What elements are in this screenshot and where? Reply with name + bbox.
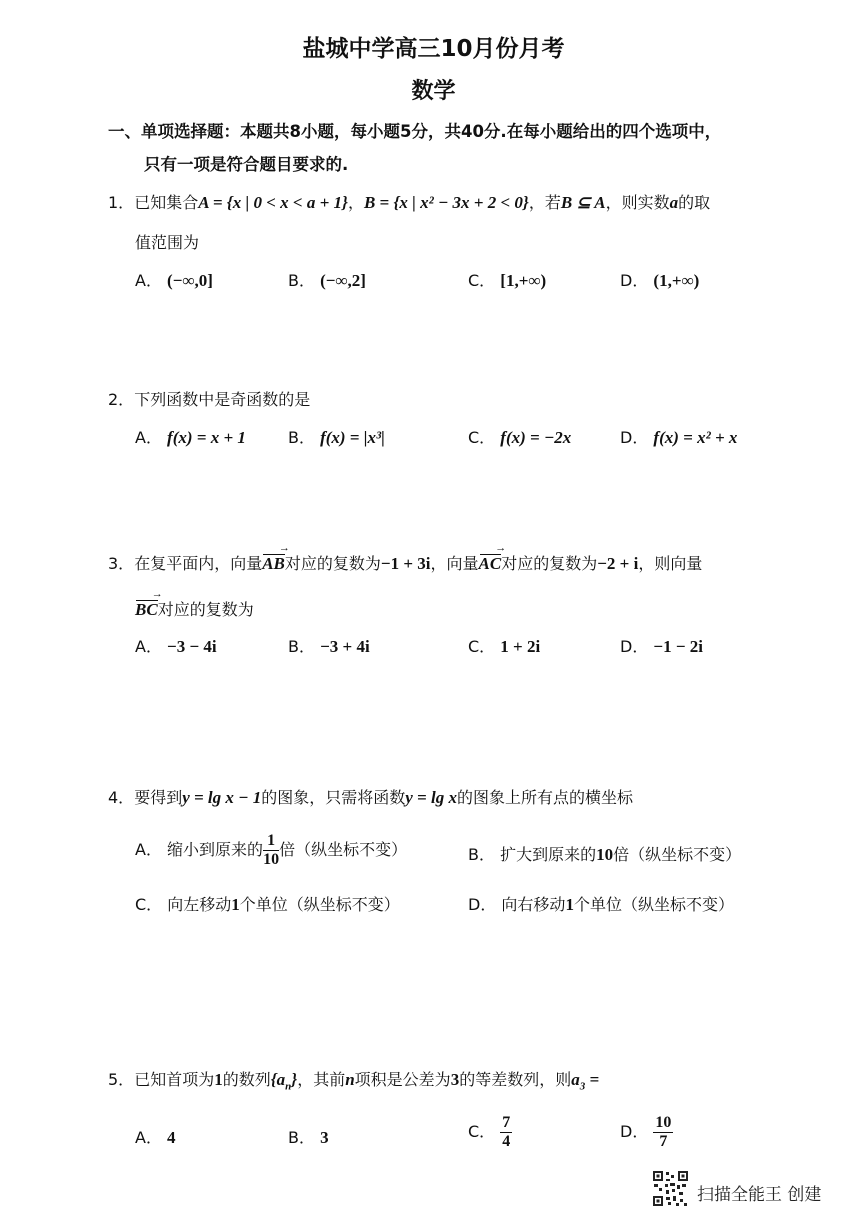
fraction — [263, 832, 279, 869]
q4-option-b[interactable] — [468, 842, 741, 865]
variable-n: n — [345, 1070, 355, 1089]
q3-text-4: 对应的复数为 — [501, 554, 598, 573]
option-text: 个单位（纵坐标不变） — [239, 895, 400, 914]
q4-text-2: 的图象，只需将函数 — [261, 788, 406, 807]
q4-option-a[interactable] — [135, 832, 407, 869]
qr-code-icon — [652, 1170, 689, 1207]
q1-text-4: 的取 — [678, 193, 711, 212]
question-2-stem — [108, 387, 310, 410]
first-term-value: 1 — [214, 1070, 223, 1089]
q2-option-d[interactable] — [620, 425, 737, 448]
q1-option-c[interactable] — [468, 268, 546, 291]
question-3-stem-line2 — [135, 597, 254, 620]
variable-a: a — [669, 193, 679, 212]
option-label: A． — [135, 1128, 162, 1147]
option-value: f(x) = x² + x — [653, 428, 738, 447]
option-value: f(x) = −2x — [500, 428, 572, 447]
option-text: 倍（纵坐标不变） — [613, 845, 742, 864]
equals-sign: = — [585, 1070, 600, 1089]
fraction-numerator: 10 — [655, 1114, 672, 1131]
set-a-formula: A = {x | 0 < x < a + 1} — [198, 193, 348, 212]
sequence-subscript: n — [285, 1080, 292, 1093]
option-label: B． — [288, 271, 315, 290]
option-label: B． — [468, 845, 495, 864]
q1-sep: ， — [347, 193, 364, 212]
option-label: D． — [468, 895, 497, 914]
section-heading-line1: 一、单项选择题：本题共8小题，每小题5分，共40分.在每小题给出的四个选项中， — [108, 122, 722, 141]
question-4-stem — [108, 785, 633, 808]
q3-text-6: 对应的复数为 — [157, 600, 254, 619]
q5-option-a[interactable] — [135, 1125, 176, 1148]
option-label: A． — [135, 637, 162, 656]
option-label: A． — [135, 840, 162, 859]
question-3-stem — [108, 551, 702, 574]
q5-option-c[interactable] — [468, 1114, 512, 1151]
q3-option-a[interactable] — [135, 634, 217, 657]
term-subscript: 3 — [579, 1080, 586, 1093]
option-text: 个单位（纵坐标不变） — [573, 895, 734, 914]
q2-text: 下列函数中是奇函数的是 — [134, 390, 311, 409]
option-value: (−∞,0] — [167, 271, 213, 290]
q5-text-4: 项积是公差为 — [354, 1070, 451, 1089]
q5-text-5: 的等差数列，则 — [459, 1070, 572, 1089]
q5-text-1: 已知首项为 — [134, 1070, 215, 1089]
option-label: D． — [620, 1122, 649, 1141]
question-number: 5． — [108, 1070, 135, 1089]
option-text: 倍（纵坐标不变） — [279, 840, 408, 859]
q1-option-b[interactable] — [288, 268, 366, 291]
subset-condition: B ⊆ A — [560, 193, 606, 212]
page-title: 盐城中学高三10月份月考 — [302, 36, 565, 62]
question-number: 4． — [108, 788, 135, 807]
option-text: 向左移动 — [167, 895, 232, 914]
vector-bc: BC → — [135, 600, 158, 620]
fraction — [653, 1114, 673, 1151]
vector-ac: AC → — [479, 554, 502, 574]
question-1-stem — [108, 190, 710, 213]
q3-text-3: ，向量 — [430, 554, 479, 573]
option-value: f(x) = |x³| — [320, 428, 385, 447]
question-1-stem-line2: 值范围为 — [135, 233, 200, 252]
option-value: −3 + 4i — [320, 637, 370, 656]
option-label: B． — [288, 637, 315, 656]
option-value: 1 + 2i — [500, 637, 541, 656]
option-label: A． — [135, 428, 162, 447]
q2-option-a[interactable] — [135, 425, 246, 448]
q5-option-d[interactable] — [620, 1114, 673, 1151]
option-label: D． — [620, 271, 649, 290]
q4-option-d[interactable] — [468, 892, 734, 915]
complex-1: −1 + 3i — [380, 554, 431, 573]
option-label: C． — [135, 895, 163, 914]
term-name: a — [571, 1070, 580, 1089]
option-value: 3 — [320, 1128, 329, 1147]
question-number: 3． — [108, 554, 135, 573]
option-value: 10 — [596, 845, 614, 864]
q4-option-c[interactable] — [135, 892, 400, 915]
option-value: 1 — [231, 895, 240, 914]
option-value: f(x) = x + 1 — [167, 428, 246, 447]
option-text: 向右移动 — [501, 895, 566, 914]
target-term — [571, 1070, 600, 1093]
sequence-symbol — [270, 1070, 298, 1093]
complex-2: −2 + i — [597, 554, 639, 573]
option-value: 1 — [565, 895, 574, 914]
vector-ab: AB → — [262, 554, 285, 574]
q3-text-1: 在复平面内，向量 — [134, 554, 263, 573]
q5-option-b[interactable] — [288, 1125, 329, 1148]
q4-text-3: 的图象上所有点的横坐标 — [456, 788, 633, 807]
question-number: 2． — [108, 390, 135, 409]
option-label: B． — [288, 428, 315, 447]
option-label: C． — [468, 428, 496, 447]
function-1: y = lg x − 1 — [182, 788, 262, 807]
option-label: A． — [135, 271, 162, 290]
subject-title: 数学 — [411, 79, 456, 104]
q5-text-2: 的数列 — [222, 1070, 271, 1089]
q3-option-d[interactable] — [620, 634, 703, 657]
question-number: 1． — [108, 193, 135, 212]
option-text: 缩小到原来的 — [167, 840, 264, 859]
fraction — [500, 1114, 512, 1151]
section-heading-line2: 只有一项是符合题目要求的. — [144, 155, 349, 174]
q2-option-b[interactable] — [288, 425, 385, 448]
q3-text-2: 对应的复数为 — [284, 554, 381, 573]
sequence-name: {a — [270, 1070, 286, 1089]
common-difference: 3 — [450, 1070, 460, 1089]
option-label: D． — [620, 428, 649, 447]
q1-text-2: ，若 — [528, 193, 561, 212]
question-5-stem — [108, 1067, 599, 1092]
scanner-watermark: 扫描全能王 创建 — [697, 1185, 822, 1205]
fraction-denominator: 10 — [263, 851, 280, 868]
option-label: D． — [620, 637, 649, 656]
function-2: y = lg x — [405, 788, 457, 807]
q1-option-d[interactable] — [620, 268, 699, 291]
option-value: −3 − 4i — [167, 637, 217, 656]
q1-text-1: 已知集合 — [134, 193, 199, 212]
option-value: (1,+∞) — [653, 271, 700, 290]
q1-option-a[interactable] — [135, 268, 213, 291]
option-value: −1 − 2i — [653, 637, 704, 656]
option-value: (−∞,2] — [320, 271, 366, 290]
set-b-formula: B = {x | x² − 3x + 2 < 0} — [363, 193, 529, 212]
q3-option-b[interactable] — [288, 634, 370, 657]
fraction-numerator: 1 — [263, 832, 279, 851]
sequence-close: } — [291, 1070, 298, 1089]
option-value: [1,+∞) — [500, 271, 547, 290]
q1-text-3: ，则实数 — [605, 193, 670, 212]
q5-text-3: ，其前 — [297, 1070, 346, 1089]
fraction-denominator: 4 — [502, 1133, 511, 1150]
fraction-denominator: 7 — [659, 1133, 668, 1150]
option-label: C． — [468, 637, 496, 656]
option-label: B． — [288, 1128, 315, 1147]
option-label: C． — [468, 1122, 496, 1141]
q3-option-c[interactable] — [468, 634, 540, 657]
q4-text-1: 要得到 — [134, 788, 183, 807]
option-label: C． — [468, 271, 496, 290]
q3-text-5: ，则向量 — [638, 554, 703, 573]
option-text: 扩大到原来的 — [500, 845, 597, 864]
fraction-numerator: 7 — [502, 1114, 511, 1131]
option-value: 4 — [167, 1128, 176, 1147]
q2-option-c[interactable] — [468, 425, 571, 448]
